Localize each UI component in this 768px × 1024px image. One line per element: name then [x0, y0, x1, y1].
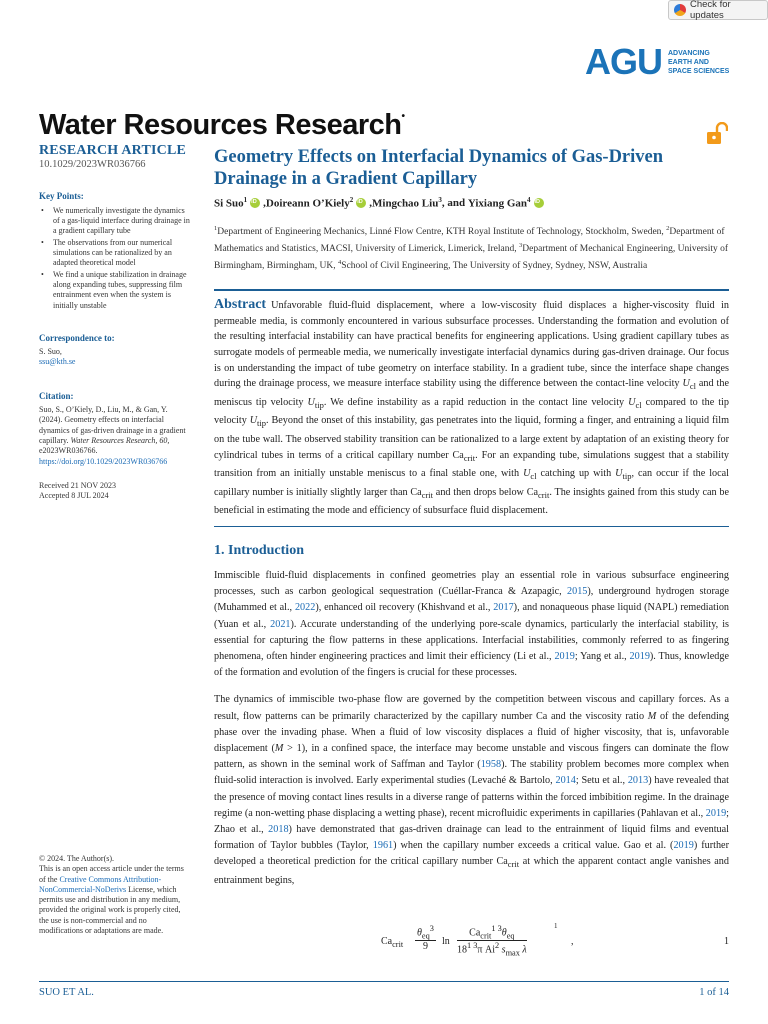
author: [372, 196, 442, 210]
para-text: ), and nonaqueous phase liquid (NAPL) remediation (Yuan et al.,: [214, 602, 730, 630]
agu-tag-line: ADVANCING: [668, 49, 710, 57]
eq-lambda: λ: [522, 944, 527, 956]
subscript-tip: tip: [314, 399, 324, 410]
para-text: ) have revealed that the presence of moving contact lines results in a diverse range of patterns within the forced imbibition regime. In the drainage regime (a non-wetting phase displacing a wetting phase), recent microfluidic experiments in capillaries (Pahlavan et al.,: [214, 775, 729, 819]
sidebar: [39, 143, 191, 936]
citation-link[interactable]: 2018: [268, 824, 289, 836]
affil-text: Department of Mathematics and Statistics, MACSI, University of Limerick, Limerick, Ireland,: [214, 226, 725, 254]
eq-theta: θ: [417, 927, 422, 939]
equation-fraction-1: [415, 924, 436, 952]
eq-sup: 1 3: [467, 941, 478, 951]
affiliations: [214, 222, 729, 273]
eq-denominator: 9: [422, 941, 428, 953]
eq-sub: crit: [480, 931, 492, 941]
para-text: ) have demonstrated that gas-driven drainage can lead to the entrainment of liquid films and eventual formation of Taylor bubbles (Taylor,: [214, 824, 729, 852]
symbol-u: U: [249, 415, 258, 427]
affil-sup: 2: [666, 224, 670, 232]
citation-body: Suo, S., O’Kiely, D., Liu, M., & Gan, Y. (2024). Geometry effects on interfacial dynamics of gas-driven drainage in a gradient capillary.: [39, 405, 186, 445]
eq-sub: eq: [421, 931, 430, 941]
eq-ln: ln: [442, 936, 450, 947]
article-title: Geometry Effects on Interfacial Dynamics of Gas-Driven Drainage in a Gradient Capillary: [214, 147, 664, 189]
author-separator: ,: [369, 196, 372, 209]
abstract-label: Abstract: [214, 297, 267, 313]
author-separator: , and: [441, 196, 468, 209]
eq-sub: crit: [392, 940, 404, 949]
orcid-icon[interactable]: [356, 198, 366, 208]
eq-sup: 3: [429, 924, 434, 933]
symbol-u: U: [523, 468, 531, 480]
subscript-cl: cl: [689, 381, 696, 392]
abstract-text: . The insights gained from this study can be beneficial in estimating the mode and efficiency of subsurface fluid displacement.: [214, 486, 729, 517]
journal-title: [39, 109, 405, 142]
key-points-title: Key Points:: [39, 190, 84, 201]
eq-sup: 1 3: [491, 924, 502, 933]
author-affil-sup: 4: [527, 196, 531, 204]
agu-logo-tagline: [668, 49, 729, 76]
equation-fraction-2: [457, 924, 527, 958]
abstract-top-rule: [214, 289, 729, 291]
footer-rule: [39, 981, 729, 982]
equation-lhs: [381, 936, 403, 949]
correspondence-block: [39, 333, 191, 368]
author-separator: ,: [263, 196, 266, 209]
check-for-updates-button[interactable]: [668, 0, 768, 20]
article-doi: 10.1029/2023WR036766: [39, 159, 146, 171]
para-text: ) further developed a theoretical prediction for the critical capillary number Ca: [214, 840, 729, 868]
correspondence-name: S. Suo,: [39, 347, 62, 357]
author: [266, 196, 353, 210]
author: [214, 196, 247, 210]
agu-logo-mark: AGU: [585, 41, 662, 82]
citation-link[interactable]: 2019: [629, 651, 650, 663]
received-date: Received 21 NOV 2023: [39, 480, 116, 490]
para-text: ). Accurate understanding of the underlying pore-scale dynamics, particularly the interfacial stability, is essential for capturing the flow patterns in these applications. Interfacial instabilities, commonly referred to as fingering phenomena, often hinder engineering practices and limit their efficiency (Li et al.,: [214, 618, 729, 663]
subscript-tip: tip: [257, 418, 267, 429]
abstract-text: Unfavorable fluid-fluid displacement, where a low-viscosity fluid displaces a higher-viscosity fluid in permeable media, is commonly encountered in various subsurface processes. Understanding the formation and evolution of the resulting interfacial instability can have practical benefits for engineering applications. Using gradient capillary tubes as surrogate models of permeable media, we numerically investigate interfacial dynamics during gas-driven drainage. Our focus is on understanding the impact of tube geometry on interface stability. In a gradient tube, since the interface shape changes during the drainage process, we measure interface stability using the difference between the contact-line velocity: [214, 300, 729, 390]
equation-number: 1: [724, 936, 729, 947]
subscript-crit: crit: [421, 489, 434, 500]
key-point: • The observations from our numerical simulations can be rationalized by an adapted theoretical model: [39, 238, 191, 269]
para-text: ; Yang et al.,: [574, 651, 630, 663]
citation-doi-link[interactable]: https://doi.org/10.1029/2023WR036766: [39, 456, 168, 466]
eq-pi-ai: π Ai: [477, 944, 495, 956]
crossmark-icon: [674, 4, 686, 16]
section-heading-introduction: 1. Introduction: [214, 543, 304, 559]
abstract-text: and the meniscus tip velocity: [214, 378, 730, 408]
symbol-u: U: [628, 396, 636, 408]
affil-text: Department of Mechanical Engineering, University of Birmingham, Birmingham, UK,: [214, 243, 729, 272]
abstract-text: compared to the tip velocity: [214, 396, 729, 427]
citation-link[interactable]: 2021: [270, 618, 291, 630]
equation-1: [375, 922, 729, 962]
citation-link[interactable]: 1961: [372, 840, 394, 852]
article-type: RESEARCH ARTICLE: [39, 143, 187, 158]
check-for-updates-label: Check for updates: [690, 0, 731, 21]
key-point: • We find a unique stabilization in drainage along expanding tubes, suppressing film entrainment even when the system is initially unstable: [39, 270, 191, 311]
symbol-u: U: [307, 396, 315, 408]
para-text: > 1), in a confined space, the interface may become unstable and viscous fingers can dominate the flow pattern, as shown in the seminal work of Saffman and Taylor (: [214, 743, 729, 771]
agu-logo: [585, 41, 730, 82]
agu-tag-line: SPACE SCIENCES: [668, 67, 730, 75]
intro-paragraph-1: [214, 568, 729, 681]
eq-18: 18: [457, 944, 467, 956]
eq-sub: eq: [506, 931, 515, 941]
symbol-m: M: [274, 743, 284, 755]
citation-link[interactable]: 2014: [555, 775, 576, 787]
citation-link[interactable]: 2013: [627, 775, 649, 787]
key-point: • We numerically investigate the dynamics of a gas-liquid interface during drainage in a gradient capillary tube: [39, 206, 191, 237]
intro-paragraph-2: [214, 692, 729, 888]
author-name: Mingchao Liu: [372, 197, 439, 210]
eq-numerator: [415, 924, 436, 941]
author-name: Yixiang Gan: [467, 197, 528, 210]
para-text: ). The stability problem becomes more complex when fluid-solid interaction is involved. Early experimental studies (Levaché & Bartolo,: [214, 759, 730, 787]
eq-denominator: [457, 941, 527, 957]
symbol-u: U: [615, 468, 623, 480]
dates-block: [39, 481, 191, 502]
eq-numerator: [457, 924, 527, 941]
license-intro: This is an open access article under the terms of the: [39, 864, 184, 884]
eq-sub: max: [505, 948, 520, 958]
author-affil-sup: 2: [349, 196, 354, 204]
subscript-crit: crit: [463, 452, 476, 463]
symbol-u: U: [682, 378, 690, 390]
license-text: [39, 864, 191, 936]
para-text: The dynamics of immiscible two-phase flow are governed by the competition between viscous and capillary forces. As a result, flow patterns can be primarily characterized by the capillary number Ca and the viscosity ratio: [214, 694, 729, 722]
license-terms: License, which permits use and distribution in any medium, provided the original work is properly cited, the use is non-commercial and no modifications or adaptations are made.: [39, 884, 181, 936]
subscript-tip: tip: [622, 471, 632, 482]
abstract: [214, 297, 729, 519]
eq-s: s: [501, 944, 506, 956]
citation-link[interactable]: 2019: [554, 651, 575, 663]
eq-comma: ,: [571, 936, 574, 947]
para-text: Immiscible fluid-fluid displacements in confined geometries play an essential role in various subsurface engineering processes, such as carbon geological sequestration (Cuéllar-Franca & Azapagic,: [214, 570, 729, 598]
subscript-cl: cl: [635, 399, 642, 410]
citation-journal: Water Resources Research, 60,: [70, 435, 170, 445]
copyright-line: © 2024. The Author(s).: [39, 854, 115, 863]
abstract-text: , can occur if the local capillary number is initially slightly larger than Ca: [214, 468, 730, 498]
footer-page-number: 1 of 14: [699, 987, 729, 998]
affil-text: Department of Engineering Mechanics, Linné Flow Centre, KTH Royal Institute of Technology, Stockholm, Sweden,: [217, 226, 667, 237]
citation-link[interactable]: 2019: [705, 807, 727, 819]
license-block: [39, 854, 191, 936]
subscript-crit: crit: [538, 489, 550, 500]
para-text: ) when the capillary number exceeds a critical value. Gao et al. (: [393, 840, 674, 852]
agu-tag-line: EARTH AND: [668, 58, 709, 66]
citation-link[interactable]: 2019: [673, 840, 694, 852]
para-text: of the defending phase over the invading phase. When a fluid of low viscosity displaces a fluid of higher viscosity, that is, unfavorable displacement (: [214, 710, 729, 755]
citation-block: [39, 391, 191, 467]
orcid-icon[interactable]: [250, 198, 260, 208]
subscript-crit: crit: [507, 859, 520, 870]
accepted-date: Accepted 8 JUL 2024: [39, 491, 109, 501]
para-text: ; Zhao et al.,: [214, 807, 729, 836]
author-affil-sup: 3: [438, 196, 442, 204]
key-points-list: [39, 206, 191, 311]
para-text: ), underground hydrogen storage (Muhammed et al.,: [214, 586, 729, 614]
eq-outer-power: 1: [554, 922, 558, 930]
author-affil-sup: 1: [243, 196, 248, 204]
abstract-text: catching up with: [536, 468, 616, 480]
correspondence-title: Correspondence to:: [39, 332, 115, 343]
para-text: ), enhanced oil recovery (Khishvand et al.,: [315, 602, 494, 614]
journal-name: Water Resources Research: [39, 109, 402, 141]
author-name: Si Suo: [214, 197, 244, 210]
main-column: [214, 146, 729, 889]
citation-link[interactable]: 2015: [567, 586, 588, 598]
author-name: Doireann O’Kiely: [265, 197, 350, 210]
subscript-cl: cl: [530, 471, 537, 482]
author: [468, 196, 531, 210]
orcid-icon[interactable]: [534, 198, 544, 208]
affil-sup: 1: [214, 224, 218, 232]
correspondence-email-link[interactable]: ssu@kth.se: [39, 357, 76, 367]
para-text: ; Setu et al.,: [575, 775, 628, 787]
eq-ca: Ca: [469, 927, 481, 939]
affil-text: School of Civil Engineering, The University of Sydney, Sydney, NSW, Australia: [341, 261, 648, 272]
abstract-text: . Beyond the onset of this instability, gas penetrates into the liquid, forming a finger, and entraining a liquid film on the tube wall. The observed stability transition can be rationalized to a large extent by adaptation of an existing theory for cylindrical tubes in terms of a critical capillary number Ca: [214, 415, 729, 461]
citation-link[interactable]: 2022: [294, 602, 316, 614]
symbol-m: M: [647, 710, 657, 722]
citation-text: [39, 405, 191, 467]
footer-authors: SUO ET AL.: [39, 987, 94, 998]
citation-article-id: e2023WR036766.: [39, 446, 98, 456]
para-text: at which the apparent contact angle vanishes and entrainment begins,: [214, 856, 729, 886]
para-text: ). Thus, knowledge of the formation and evolution of the fingers is crucial for these processes.: [214, 651, 729, 679]
abstract-text: . We define instability as a rapid reduction in the contact line velocity: [323, 396, 629, 408]
open-access-lock-icon: [706, 122, 728, 146]
citation-title: Citation:: [39, 390, 74, 401]
creative-commons-link[interactable]: Creative Commons Attribution-NonCommercial-NoDerivs: [39, 874, 162, 894]
abstract-text: . For an expanding tube, simulations suggest that a stability transition from an initially unstable meniscus to a final stable one, with: [214, 449, 729, 480]
author-list: [214, 196, 729, 210]
affil-sup: 4: [338, 258, 342, 266]
eq-theta: θ: [501, 927, 507, 939]
affil-sup: 3: [519, 241, 523, 249]
abstract-text: and then drops below Ca: [433, 486, 539, 498]
abstract-bottom-rule: [214, 526, 729, 527]
registered-mark: •: [401, 111, 405, 122]
eq-ca: Ca: [381, 936, 393, 947]
citation-link[interactable]: 1958: [480, 759, 502, 771]
eq-sup: 2: [494, 941, 500, 951]
citation-link[interactable]: 2017: [493, 602, 514, 614]
